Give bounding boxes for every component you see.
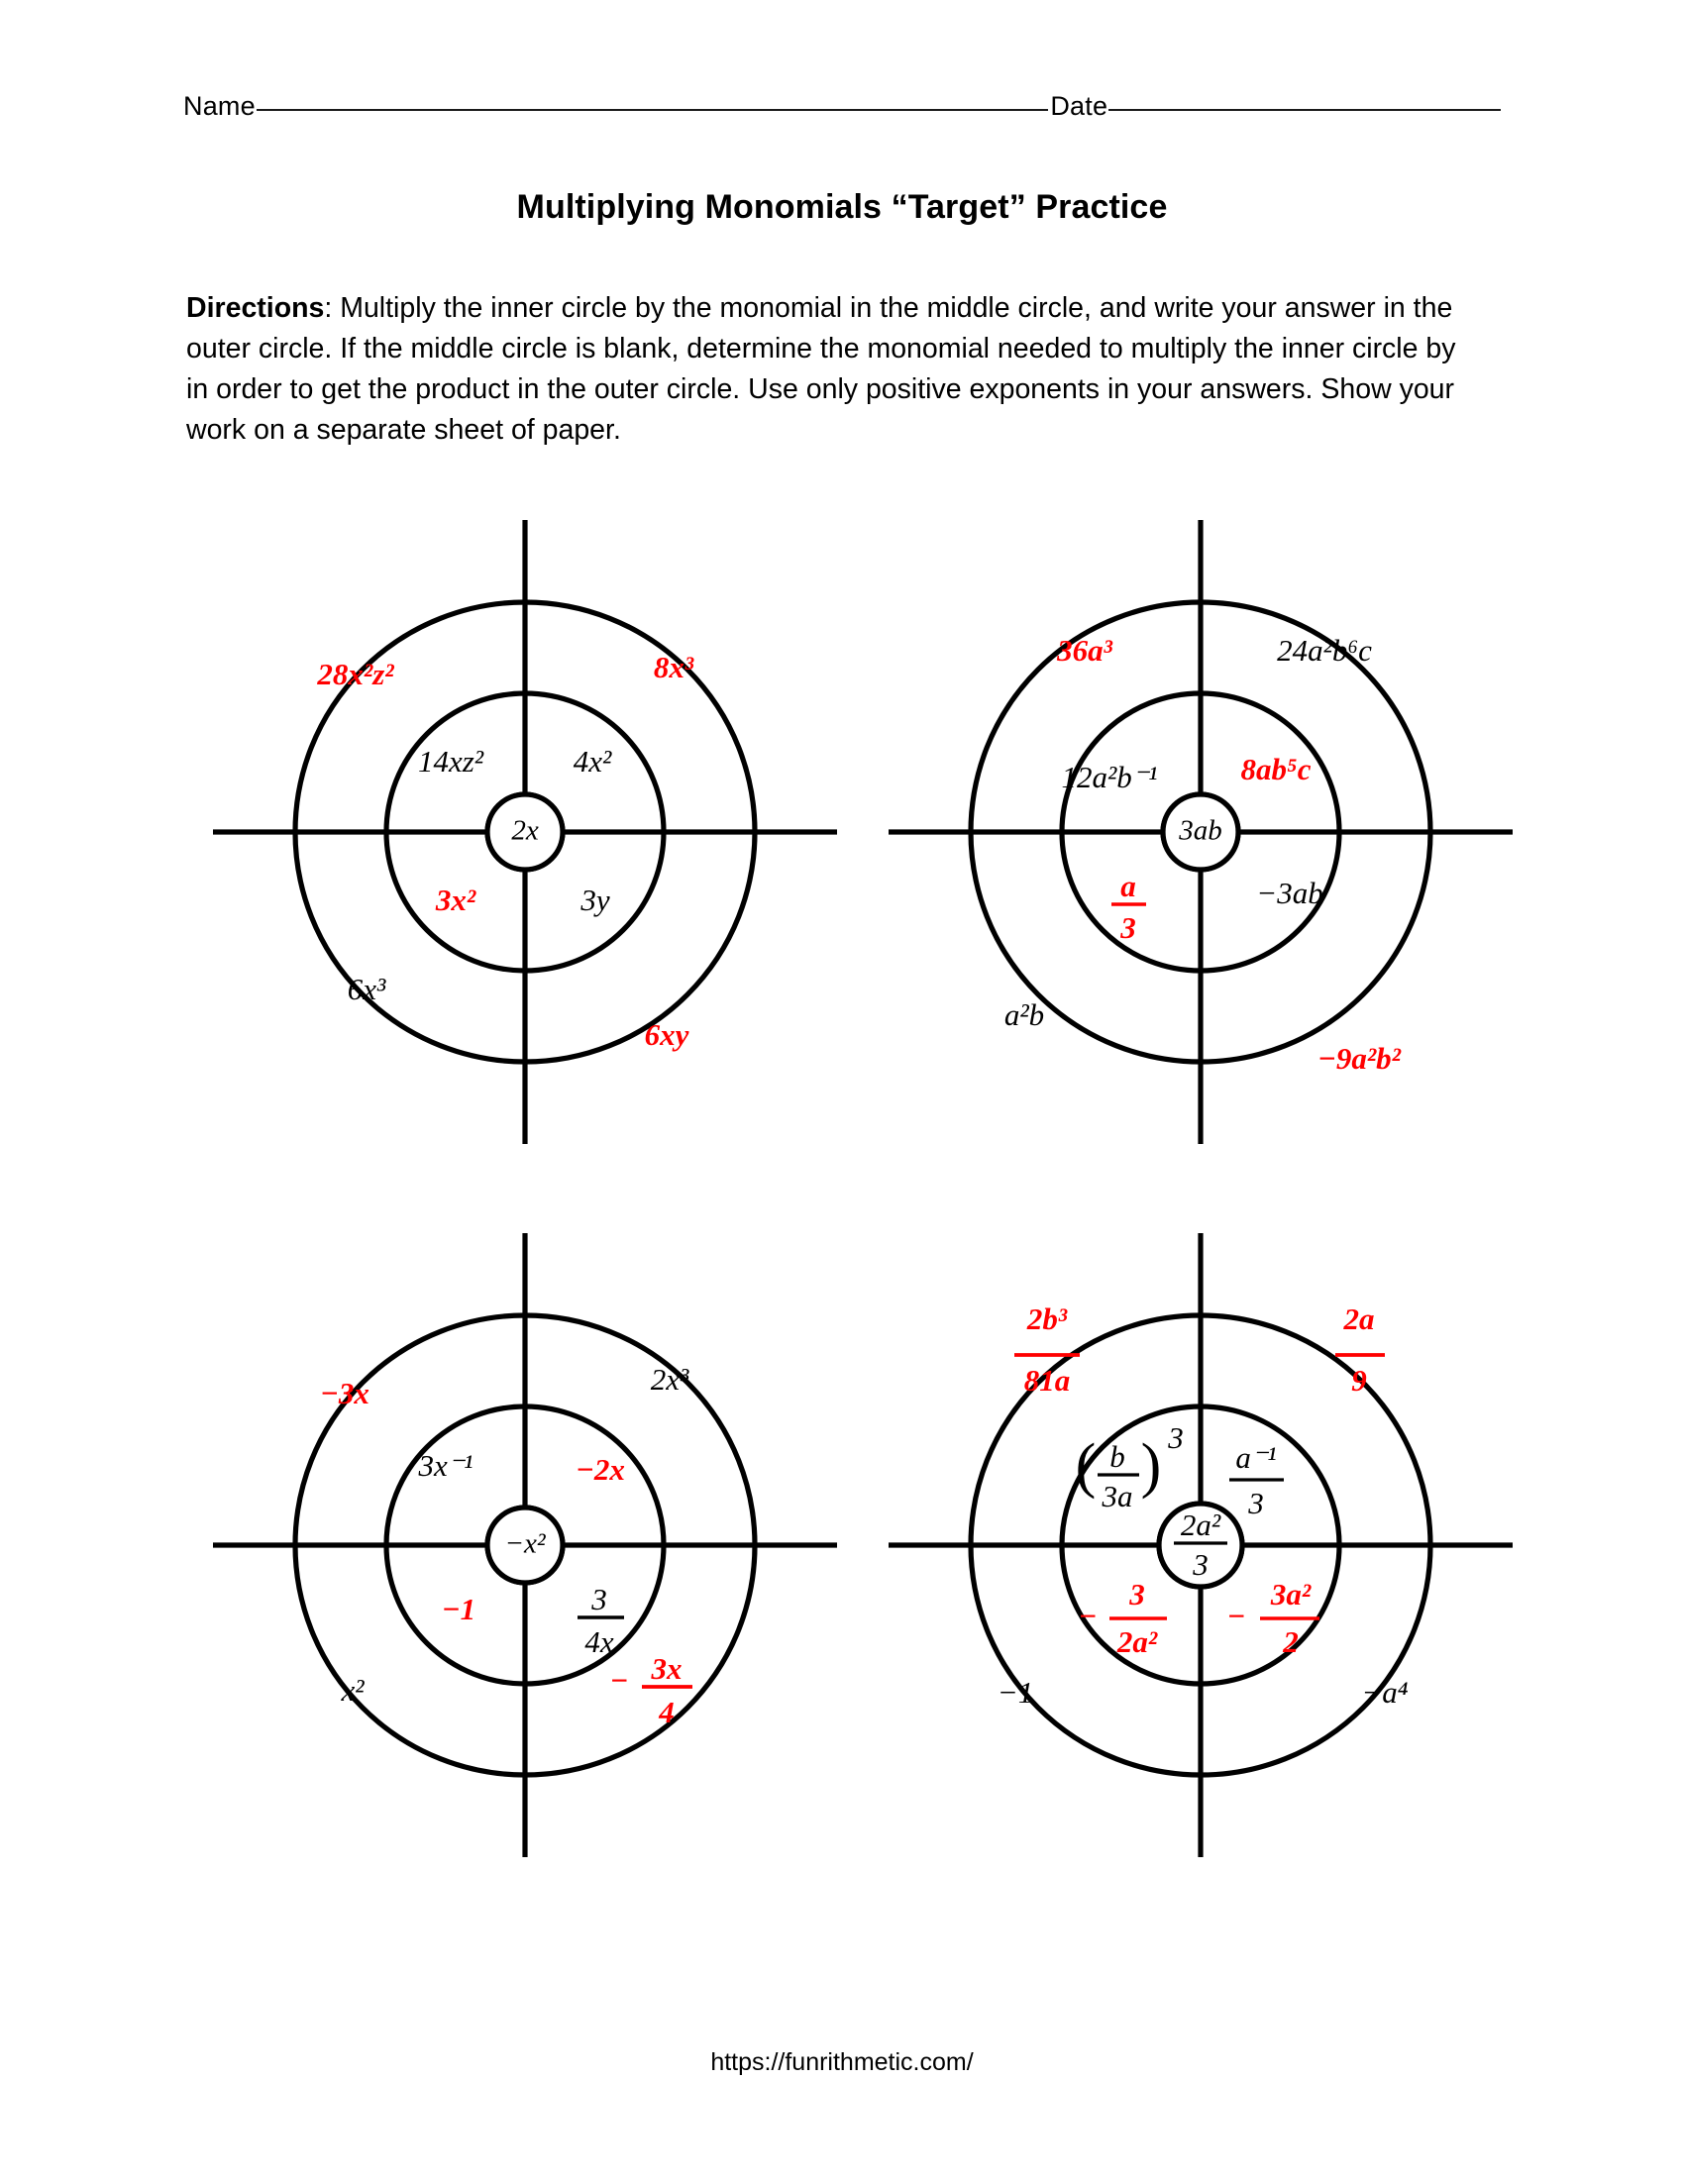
target-1-middle-bottom-left: 3x² xyxy=(435,883,476,918)
target-3-center-value: −x² xyxy=(504,1527,546,1560)
target-1[interactable] xyxy=(213,520,837,1144)
target-1-outer-top-right: 8x³ xyxy=(653,650,694,685)
footer-url[interactable]: https://funrithmetic.com/ xyxy=(710,2048,974,2076)
target-4-outer-top-left-denominator: 81a xyxy=(1023,1363,1071,1399)
target-4-middle-top-left-denominator: 3a xyxy=(1102,1479,1133,1514)
target-2-outer-bottom-left: a²b xyxy=(1003,997,1045,1033)
target-4-outer-top-left xyxy=(1014,1301,1080,1398)
target-4-middle-bottom-right-sign: − xyxy=(1226,1599,1246,1634)
target-1-outer-bottom-left: 6x³ xyxy=(347,972,386,1007)
target-4-middle-bottom-right-denominator: 2 xyxy=(1283,1624,1299,1660)
target-1-middle-top-right: 4x² xyxy=(573,744,612,780)
target-1-middle-bottom-right: 3y xyxy=(580,883,610,918)
target-4-middle-top-left-exponent: 3 xyxy=(1168,1420,1184,1456)
target-2-middle-bottom-right: −3ab xyxy=(1256,876,1323,911)
directions-body: : Multiply the inner circle by the monomial in the middle circle, and write your answer in the outer circle. If the middle circle is blank, determine the monomial needed to multiply the inner circle by in order to get the product in the outer circle. Use only positive exponents in your answers. Show your work on a separate sheet of paper. xyxy=(186,291,1456,446)
target-2-outer-top-left: 36a³ xyxy=(1057,633,1112,669)
target-3-middle-top-left: 3x⁻¹ xyxy=(418,1448,474,1484)
target-3-middle-bottom-left: −1 xyxy=(441,1592,476,1627)
target-3[interactable] xyxy=(213,1233,837,1857)
target-3-outer-bottom-right-sign: − xyxy=(609,1663,629,1699)
page-title: Multiplying Monomials “Target” Practice xyxy=(516,188,1168,226)
target-2-middle-top-right: 8ab⁵c xyxy=(1240,752,1312,787)
target-4-outer-top-right-numerator: 2a xyxy=(1343,1301,1375,1337)
target-4-middle-top-right-denominator: 3 xyxy=(1248,1486,1264,1521)
target-4-middle-top-left-left-paren: ( xyxy=(1075,1432,1097,1500)
target-4[interactable] xyxy=(889,1233,1513,1857)
target-2-center-value: 3ab xyxy=(1179,814,1222,847)
target-3-outer-bottom-left: x² xyxy=(341,1673,365,1709)
target-1-outer-bottom-right: 6xy xyxy=(644,1017,689,1053)
target-3-outer-bottom-right-numerator: 3x xyxy=(651,1651,683,1687)
target-3-outer-top-right: 2x³ xyxy=(650,1362,689,1398)
target-4-outer-top-left-numerator: 2b³ xyxy=(1026,1301,1068,1337)
target-3-outer-bottom-right-denominator: 4 xyxy=(659,1695,675,1730)
target-2[interactable] xyxy=(889,520,1513,1144)
target-1-center-value: 2x xyxy=(511,814,539,847)
target-3-middle-bottom-right-denominator: 4x xyxy=(584,1624,614,1660)
name-label: Name xyxy=(183,91,256,121)
target-1-middle-top-left: 14xz² xyxy=(417,744,484,780)
target-4-middle-bottom-left-numerator: 3 xyxy=(1129,1577,1145,1612)
target-3-middle-bottom-right-numerator: 3 xyxy=(591,1582,607,1617)
target-3-middle-top-right: −2x xyxy=(576,1452,625,1488)
target-4-center-numerator: 2a² xyxy=(1180,1508,1221,1543)
date-label: Date xyxy=(1050,91,1108,121)
target-2-middle-bottom-left-numerator: a xyxy=(1120,869,1136,904)
target-4-outer-bottom-left: −1 xyxy=(997,1675,1034,1711)
target-3-outer-top-left: −3x xyxy=(320,1376,369,1411)
target-2-middle-top-left: 12a²b⁻¹ xyxy=(1061,760,1158,795)
target-1-outer-top-left: 28x²z² xyxy=(317,657,394,692)
target-4-middle-top-left-numerator: b xyxy=(1109,1439,1125,1475)
target-4-middle-top-right-numerator: a⁻¹ xyxy=(1235,1440,1277,1476)
target-2-outer-bottom-right: −9a²b² xyxy=(1317,1041,1401,1077)
target-4-middle-bottom-right-numerator: 3a² xyxy=(1270,1577,1312,1612)
target-4-middle-top-left-right-paren: ) xyxy=(1140,1432,1162,1500)
directions-lead: Directions xyxy=(186,291,325,324)
target-4-middle-bottom-left-denominator: 2a² xyxy=(1116,1624,1158,1660)
target-2-outer-top-right: 24a²b⁶c xyxy=(1277,633,1372,669)
target-4-outer-top-right-denominator: 9 xyxy=(1351,1363,1367,1399)
target-4-middle-bottom-left-sign: − xyxy=(1078,1599,1098,1634)
target-4-center-denominator: 3 xyxy=(1193,1547,1209,1583)
target-2-middle-bottom-left-denominator: 3 xyxy=(1120,910,1136,946)
target-4-outer-bottom-right: −a⁴ xyxy=(1361,1675,1409,1711)
